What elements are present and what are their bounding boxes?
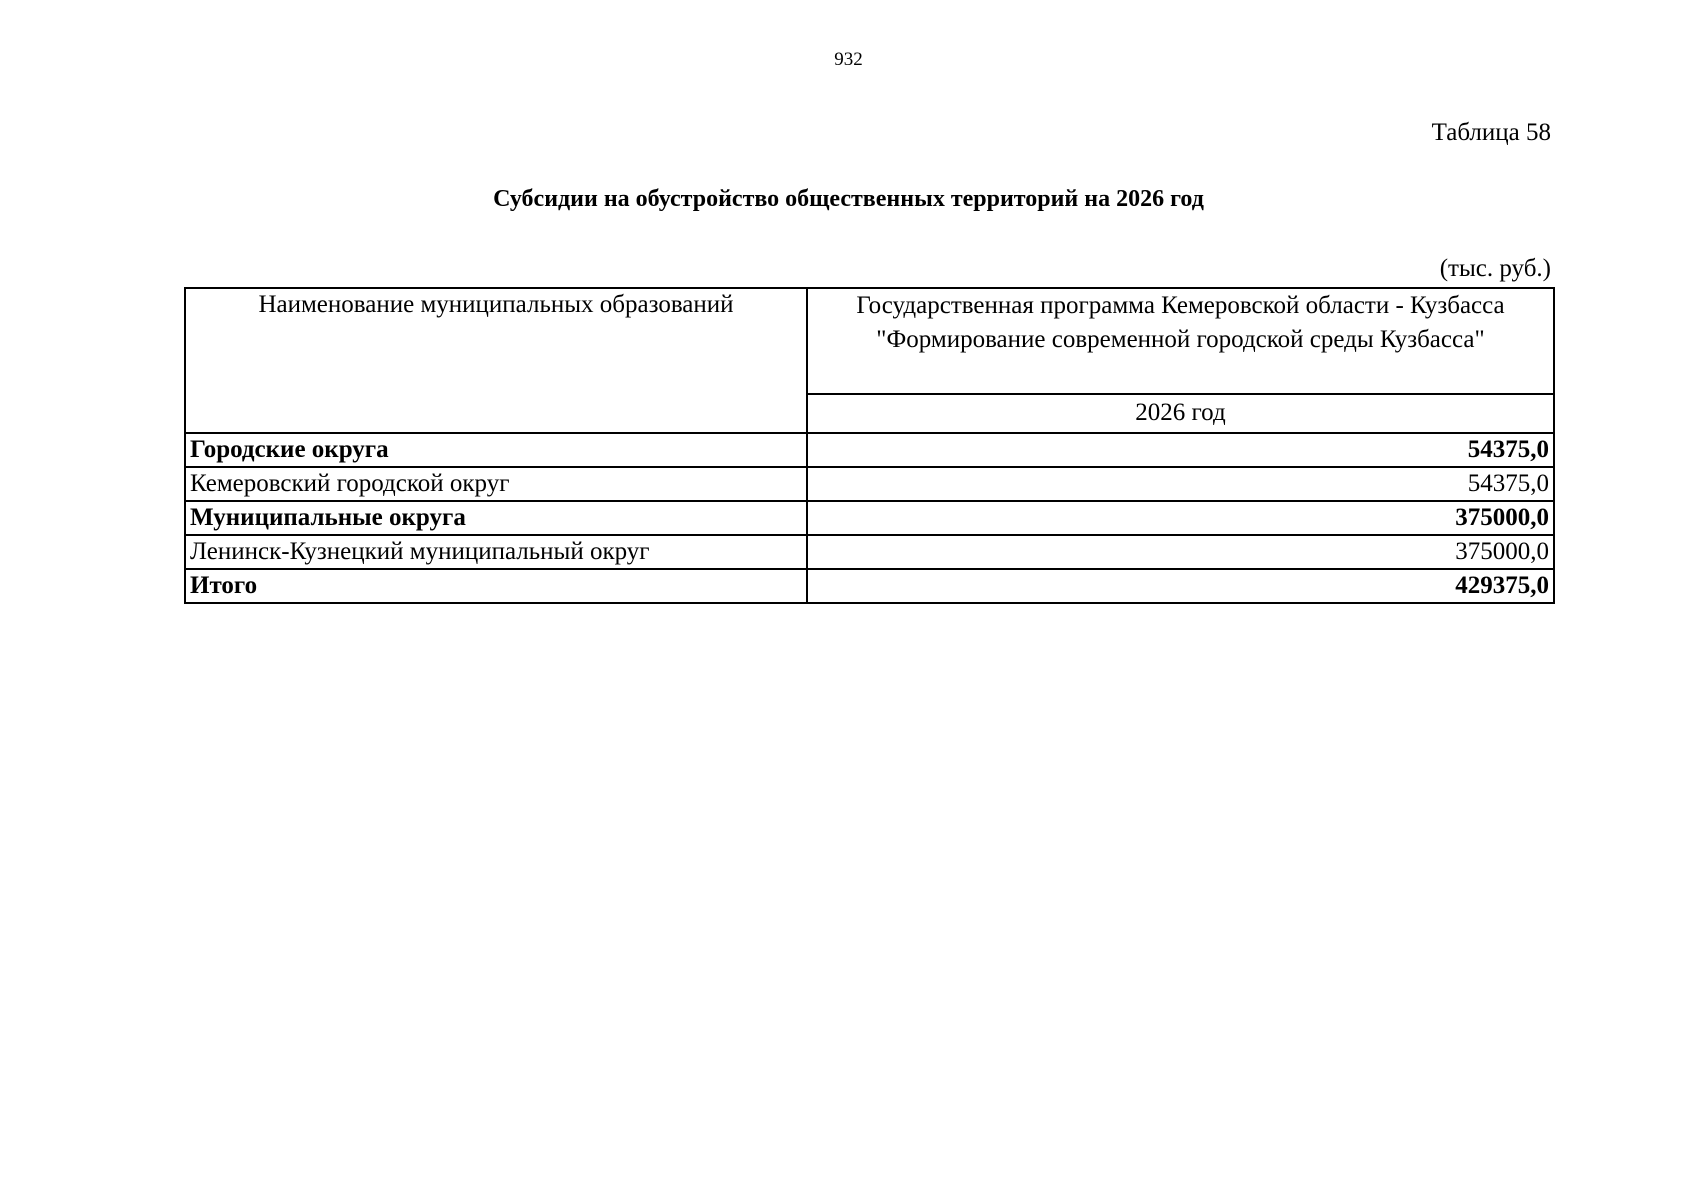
page-number: 932 [834, 49, 863, 70]
header-year: 2026 год [807, 394, 1554, 433]
row-name: Итого [185, 569, 807, 603]
subsidy-table [184, 287, 1555, 604]
table-row [185, 467, 1554, 501]
document-title: Субсидии на обустройство общественных территорий на 2026 год [493, 186, 1204, 212]
table-row [185, 501, 1554, 535]
row-value: 375000,0 [807, 535, 1554, 569]
row-value: 429375,0 [807, 569, 1554, 603]
row-name: Городские округа [185, 433, 807, 467]
row-name: Ленинск-Кузнецкий муниципальный округ [185, 535, 807, 569]
units-label: (тыс. руб.) [1439, 255, 1551, 282]
row-value: 54375,0 [807, 433, 1554, 467]
header-program-line2: "Формирование современной городской среды Кузбасса" [876, 326, 1485, 353]
table-row-total [185, 569, 1554, 603]
table-header-row [185, 288, 1554, 394]
table-number: Таблица 58 [1431, 119, 1551, 146]
header-program [807, 288, 1554, 394]
header-program-line1: Государственная программа Кемеровской области - Кузбасса [856, 292, 1505, 319]
row-name: Кемеровский городской округ [185, 467, 807, 501]
table-row [185, 535, 1554, 569]
header-municipality-name: Наименование муниципальных образований [185, 288, 807, 433]
table-row [185, 433, 1554, 467]
row-value: 54375,0 [807, 467, 1554, 501]
row-name: Муниципальные округа [185, 501, 807, 535]
row-value: 375000,0 [807, 501, 1554, 535]
